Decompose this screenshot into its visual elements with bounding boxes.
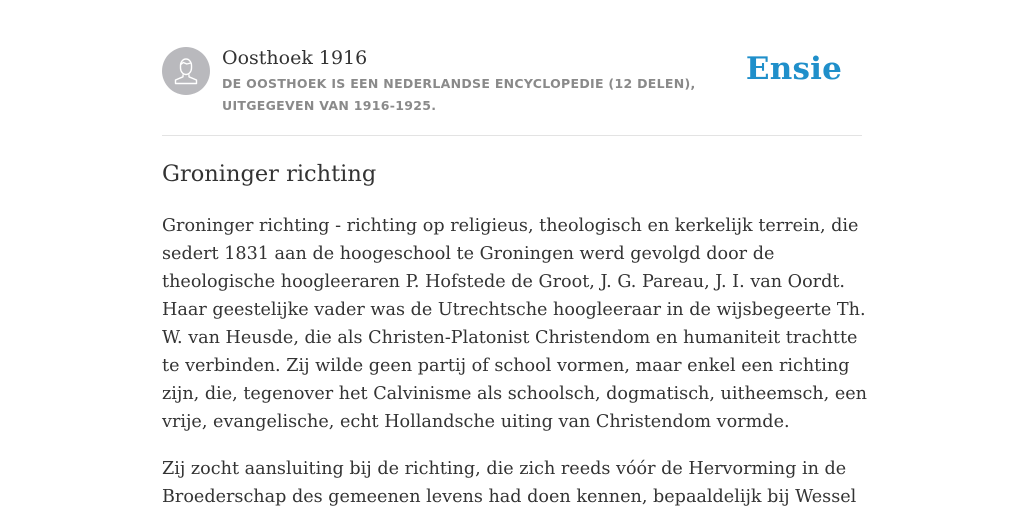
source-info (222, 45, 762, 117)
user-icon (162, 47, 210, 95)
source-description: DE OOSTHOEK IS EEN NEDERLANDSE ENCYCLOPEDIE (12 DELEN), UITGEGEVEN VAN 1916-1925. (222, 76, 696, 113)
article-paragraph-1: Groninger richting - richting op religieus, theologisch en kerkelijk terrein, die sedert 1831 aan de hoogeschool te Groningen werd gevolgd door de theologische hoogleeraren P. Hofstede de Groot, J. G. Pareau, J. I. van Oordt. Haar geestelijke vader was de Utrechtsche hoogleeraar in de wijsbegeerte Th. W. van Heusde, die als Christen-Platonist Christendom en humaniteit trachtte te verbinden. Zij wilde geen partij of school vormen, maar enkel een richting zijn, die, tegenover het Calvinisme als schoolsch, dogmatisch, uitheemsch, een vrije, evangelische, echt Hollandsche uiting van Christendom vormde. (162, 216, 867, 432)
article-title: Groninger richting (162, 161, 377, 187)
content-container (162, 0, 867, 507)
ensie-logo-link[interactable]: Ensie (745, 51, 842, 87)
article-paragraph-2: Zij zocht aansluiting bij de richting, die zich reeds vóór de Hervorming in de Broederschap des gemeenen levens had doen kennen, bepaaldelijk bij Wessel (162, 459, 857, 507)
article-body (162, 212, 867, 512)
source-name-link[interactable]: Oosthoek 1916 (222, 47, 368, 69)
avatar[interactable] (162, 47, 210, 95)
source-header (162, 0, 862, 136)
